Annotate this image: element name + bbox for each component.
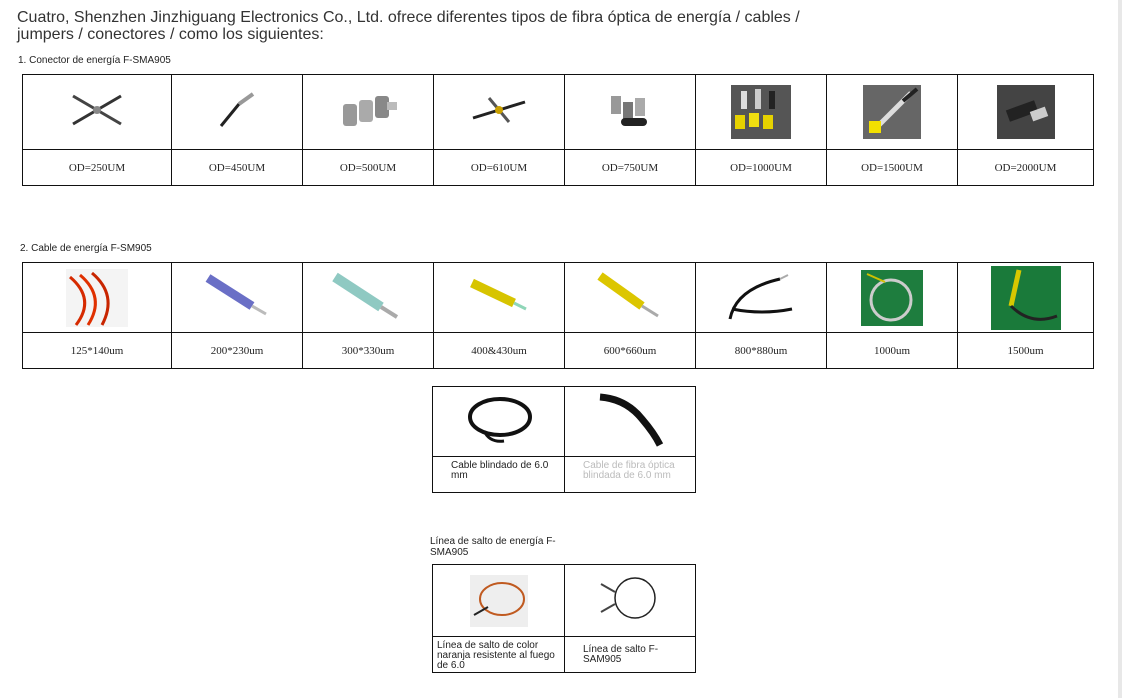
connector-image — [172, 75, 303, 150]
connector-image — [23, 75, 172, 150]
armored-cable-label: Cable blindado de 6.0 mm — [433, 457, 565, 493]
jumper-photo-icon — [595, 570, 665, 626]
cable-image — [958, 263, 1094, 333]
section1-title: 1. Conector de energía F-SMA905 — [18, 55, 171, 66]
connector-image — [565, 75, 696, 150]
connector-image — [827, 75, 958, 150]
cable-image — [827, 263, 958, 333]
cable-label: 400&430um — [434, 333, 565, 369]
cable-photo-icon — [991, 266, 1061, 330]
connector-photo-icon — [731, 85, 791, 139]
armored-cable-label: Cable de fibra óptica blindada de 6.0 mm — [565, 457, 696, 493]
cable-image — [434, 263, 565, 333]
cable-photo-icon — [331, 267, 405, 323]
connector-label: OD=250UM — [23, 150, 172, 186]
cable-label: 1000um — [827, 333, 958, 369]
jumper-table — [432, 564, 696, 673]
intro-text: Cuatro, Shenzhen Jinzhiguang Electronics Co., Ltd. ofrece diferentes tipos de fibra óptica de energía / cables / jumpers / conectores / como los siguientes: — [17, 9, 800, 43]
connector-label: OD=1500UM — [827, 150, 958, 186]
armored-cable-photo-icon — [596, 389, 664, 449]
connector-table — [22, 74, 1094, 186]
connector-photo-icon — [469, 92, 529, 128]
connector-photo-icon — [217, 90, 257, 130]
cable-label: 125*140um — [23, 333, 172, 369]
section2-title: 2. Cable de energía F-SM905 — [20, 243, 152, 254]
cable-label: 800*880um — [696, 333, 827, 369]
cable-image — [23, 263, 172, 333]
connector-image — [958, 75, 1094, 150]
armored-cable-image — [565, 387, 696, 457]
cable-photo-icon — [468, 275, 530, 315]
connector-label: OD=610UM — [434, 150, 565, 186]
scrollbar[interactable] — [1118, 0, 1122, 698]
cable-image — [565, 263, 696, 333]
connector-photo-icon — [863, 85, 921, 139]
cable-label: 600*660um — [565, 333, 696, 369]
cable-label: 300*330um — [303, 333, 434, 369]
connector-photo-icon — [67, 88, 127, 132]
connector-image — [696, 75, 827, 150]
connector-label: OD=500UM — [303, 150, 434, 186]
connector-label: OD=2000UM — [958, 150, 1094, 186]
cable-photo-icon — [596, 270, 664, 320]
cable-table — [22, 262, 1094, 369]
jumper-photo-icon — [470, 575, 528, 627]
connector-label: OD=450UM — [172, 150, 303, 186]
connector-photo-icon — [997, 85, 1055, 139]
jumper-image — [565, 565, 696, 637]
cable-photo-icon — [204, 272, 270, 318]
connector-photo-icon — [605, 88, 655, 132]
connector-image — [303, 75, 434, 150]
connector-label: OD=750UM — [565, 150, 696, 186]
jumper-title: Línea de salto de energía F-SMA905 — [430, 536, 556, 558]
connector-image — [434, 75, 565, 150]
cable-image — [696, 263, 827, 333]
cable-photo-icon — [861, 270, 923, 326]
cable-photo-icon — [726, 265, 796, 325]
jumper-image — [433, 565, 565, 637]
armored-cable-photo-icon — [464, 391, 534, 447]
armored-cable-image — [433, 387, 565, 457]
cable-image — [172, 263, 303, 333]
cable-label: 1500um — [958, 333, 1094, 369]
cable-label: 200*230um — [172, 333, 303, 369]
jumper-label: Línea de salto F-SAM905 — [565, 637, 696, 673]
armored-cable-table — [432, 386, 696, 493]
jumper-label: Línea de salto de color naranja resistente al fuego de 6.0 — [433, 637, 565, 673]
connector-label: OD=1000UM — [696, 150, 827, 186]
connector-photo-icon — [337, 90, 399, 130]
cable-image — [303, 263, 434, 333]
cable-photo-icon — [66, 269, 128, 327]
